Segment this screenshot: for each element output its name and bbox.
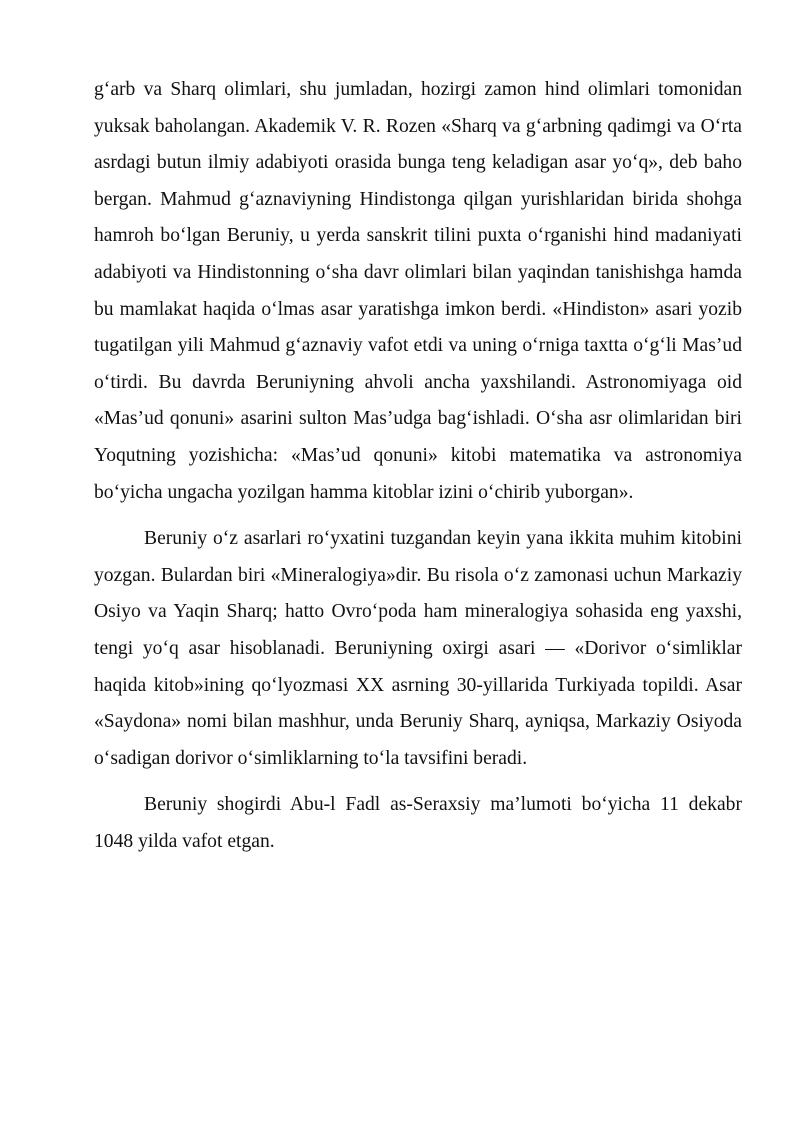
- paragraph-1: g‘arb va Sharq olimlari, shu jumladan, hozirgi zamon hind olimlari tomonidan yuksak baholangan. Akademik V. R. Rozen «Sharq va g‘arbning qadimgi va O‘rta asrdagi butun ilmiy adabiyoti orasida bunga teng keladigan asar yo‘q», deb baho bergan. Mahmud g‘aznaviyning Hindistonga qilgan yurishlaridan birida shohga hamroh bo‘lgan Beruniy, u yerda sanskrit tilini puxta o‘rganishi hind madaniyati adabiyoti va Hindistonning o‘sha davr olimlari bilan yaqindan tanishishga hamda bu mamlakat haqida o‘lmas asar yaratishga imkon berdi. «Hindiston» asari yozib tugatilgan yili Mahmud g‘aznaviy vafot etdi va uning o‘rniga taxtta o‘g‘li Mas’ud o‘tirdi. Bu davrda Beruniyning ahvoli ancha yaxshilandi. Astronomiyaga oid «Mas’ud qonuni» asarini sulton Mas’udga bag‘ishladi. O‘sha asr olimlaridan biri Yoqutning yozishicha: «Mas’ud qonuni» kitobi matematika va astronomiya bo‘yicha ungacha yozilgan hamma kitoblar izini o‘chirib yuborgan».: [94, 79, 742, 503]
- document-page: [94, 72, 742, 860]
- paragraph-2: Beruniy o‘z asarlari ro‘yxatini tuzgandan keyin yana ikkita muhim kitobini yozgan. Bulardan biri «Mineralogiya»dir. Bu risola o‘z zamonasi uchun Markaziy Osiyo va Yaqin Sharq; hatto Ovro‘poda ham mineralogiya sohasida eng yaxshi, tengi yo‘q asar hisoblanadi. Beruniyning oxirgi asari — «Dorivor o‘simliklar haqida kitob»ining qo‘lyozmasi XX asrning 30-yillarida Turkiyada topildi. Asar «Saydona» nomi bilan mashhur, unda Beruniy Sharq, ayniqsa, Markaziy Osiyoda o‘sadigan dorivor o‘simliklarning to‘la tavsifini beradi.: [94, 528, 742, 769]
- paragraph-3: Beruniy shogirdi Abu-l Fadl as-Seraxsiy ma’lumoti bo‘yicha 11 dekabr 1048 yilda vafot etgan.: [94, 794, 742, 852]
